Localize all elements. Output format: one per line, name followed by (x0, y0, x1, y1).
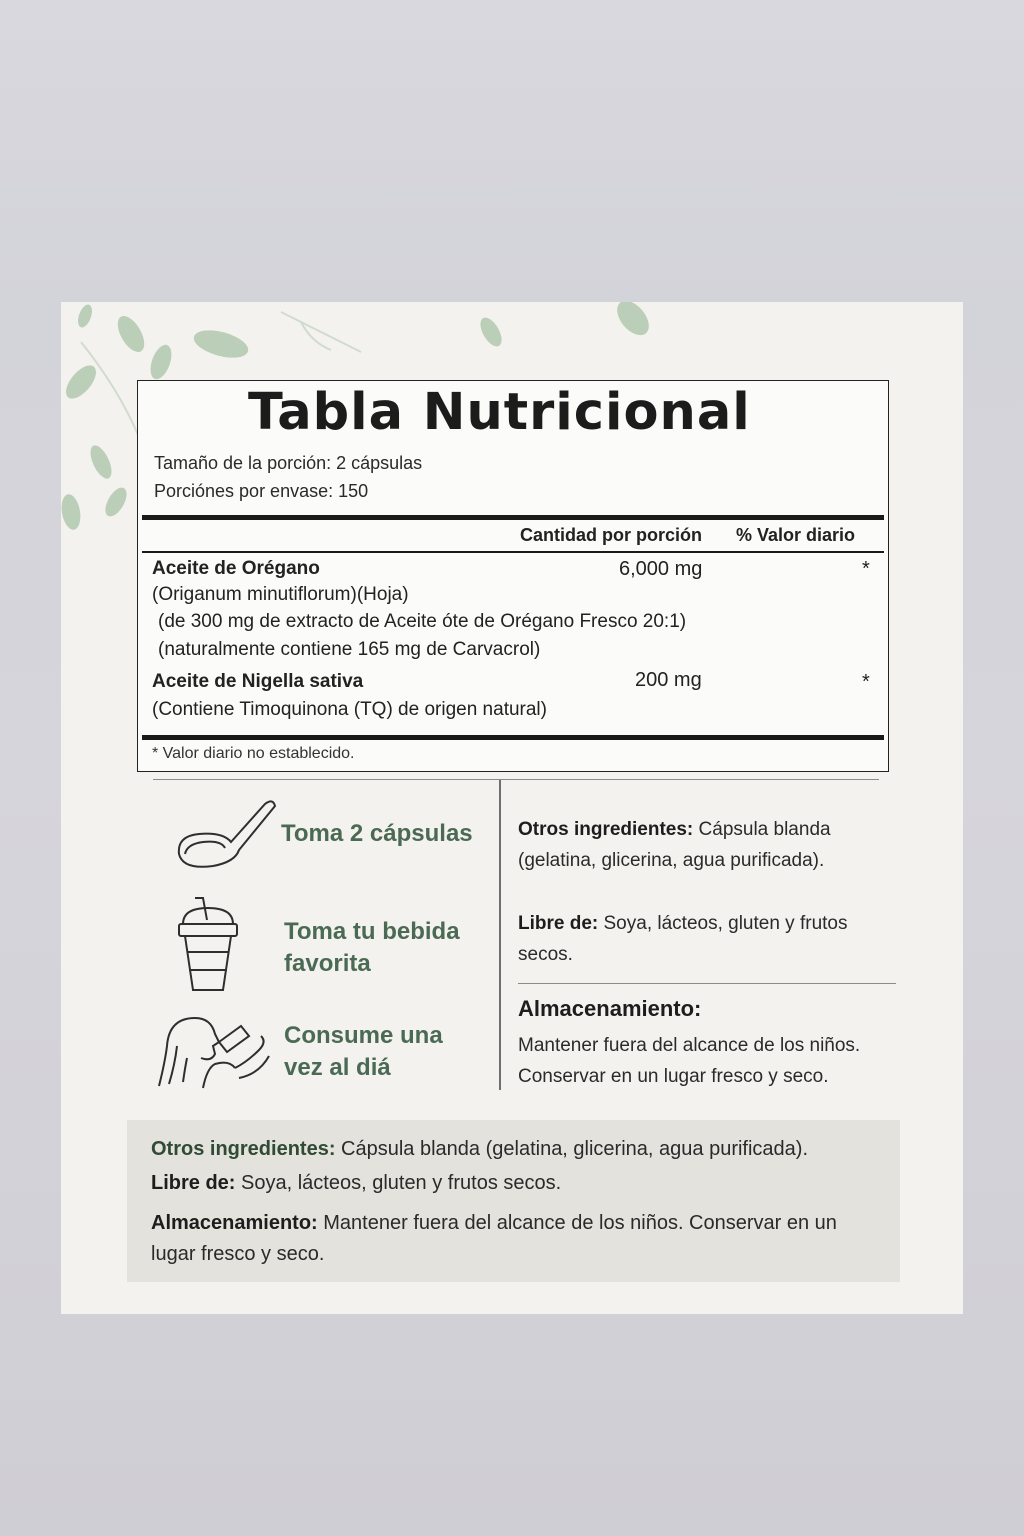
summary-storage (151, 1208, 891, 1270)
step-text: Toma 2 cápsulas (281, 820, 473, 847)
other-ingredients-label: Otros ingredientes: (518, 819, 694, 840)
summary-other-ingredients (151, 1134, 891, 1165)
step-text: favorita (284, 950, 371, 977)
summary-other-label: Otros ingredientes: (151, 1138, 336, 1160)
ingredient-name: Aceite de Orégano (152, 558, 320, 579)
free-from-label: Libre de: (518, 913, 599, 934)
free-from-value: secos. (518, 944, 573, 965)
step-text: vez al diá (284, 1054, 391, 1081)
other-ingredients-value: (gelatina, glicerina, agua purificada). (518, 850, 825, 871)
ingredient-amount: 6,000 mg (619, 558, 703, 580)
free-from-value: Soya, lácteos, gluten y frutos (598, 913, 848, 934)
summary-storage-label: Almacenamiento: (151, 1212, 318, 1234)
nutrition-title: Tabla Nutricional (248, 383, 751, 442)
summary-free-from (151, 1168, 891, 1199)
daily-value: * (862, 671, 870, 693)
summary-box (127, 1120, 900, 1282)
ingredient-detail: (de 300 mg de extracto de Aceite óte de Orégano Fresco 20:1) (158, 611, 687, 632)
storage-line: Mantener fuera del alcance de los niños. (518, 1035, 861, 1056)
ingredient-detail: (Origanum minutiflorum)(Hoja) (152, 584, 409, 605)
ingredient-detail: (Contiene Timoquinona (TQ) de origen natural) (152, 699, 547, 720)
nutrition-facts-panel (137, 380, 889, 772)
product-card (61, 302, 963, 1314)
info-divider (518, 983, 896, 984)
free-from (518, 908, 908, 970)
other-ingredients-value: Cápsula blanda (693, 819, 831, 840)
column-header-amount: Cantidad por porción (520, 525, 702, 545)
storage-title: Almacenamiento: (518, 996, 702, 1021)
scoop-icon (173, 796, 277, 872)
thin-divider (142, 551, 884, 553)
section-divider (153, 779, 879, 780)
servings-per-container: Porciónes por envase: 150 (154, 481, 369, 501)
summary-free-value: Soya, lácteos, gluten y frutos secos. (235, 1172, 562, 1194)
summary-other-value: Cápsula blanda (gelatina, glicerina, agua purificada). (335, 1138, 809, 1160)
summary-free-label: Libre de: (151, 1172, 236, 1194)
other-ingredients (518, 814, 908, 876)
ingredient-amount: 200 mg (635, 669, 702, 691)
step-text: Toma tu bebida (284, 918, 460, 945)
daily-value: * (862, 558, 870, 580)
ingredient-detail: (naturalmente contiene 165 mg de Carvacrol) (158, 639, 541, 660)
summary-storage-value: Mantener fuera del alcance de los niños. Conservar en un (317, 1212, 837, 1234)
drink-cup-icon (173, 894, 243, 994)
ingredient-name: Aceite de Nigella sativa (152, 671, 364, 692)
step-text: Consume una (284, 1022, 443, 1049)
storage-text (518, 1030, 918, 1092)
serving-size: Tamaño de la porción: 2 cápsulas (154, 453, 423, 473)
person-drinking-icon (155, 1012, 275, 1092)
thick-divider (142, 515, 884, 520)
storage-line: Conservar en un lugar fresco y seco. (518, 1066, 829, 1087)
summary-storage-value: lugar fresco y seco. (151, 1243, 325, 1265)
thick-divider (142, 735, 884, 740)
column-divider (499, 780, 501, 1090)
footnote: * Valor diario no establecido. (152, 745, 355, 762)
column-header-daily-value: % Valor diario (736, 525, 856, 545)
